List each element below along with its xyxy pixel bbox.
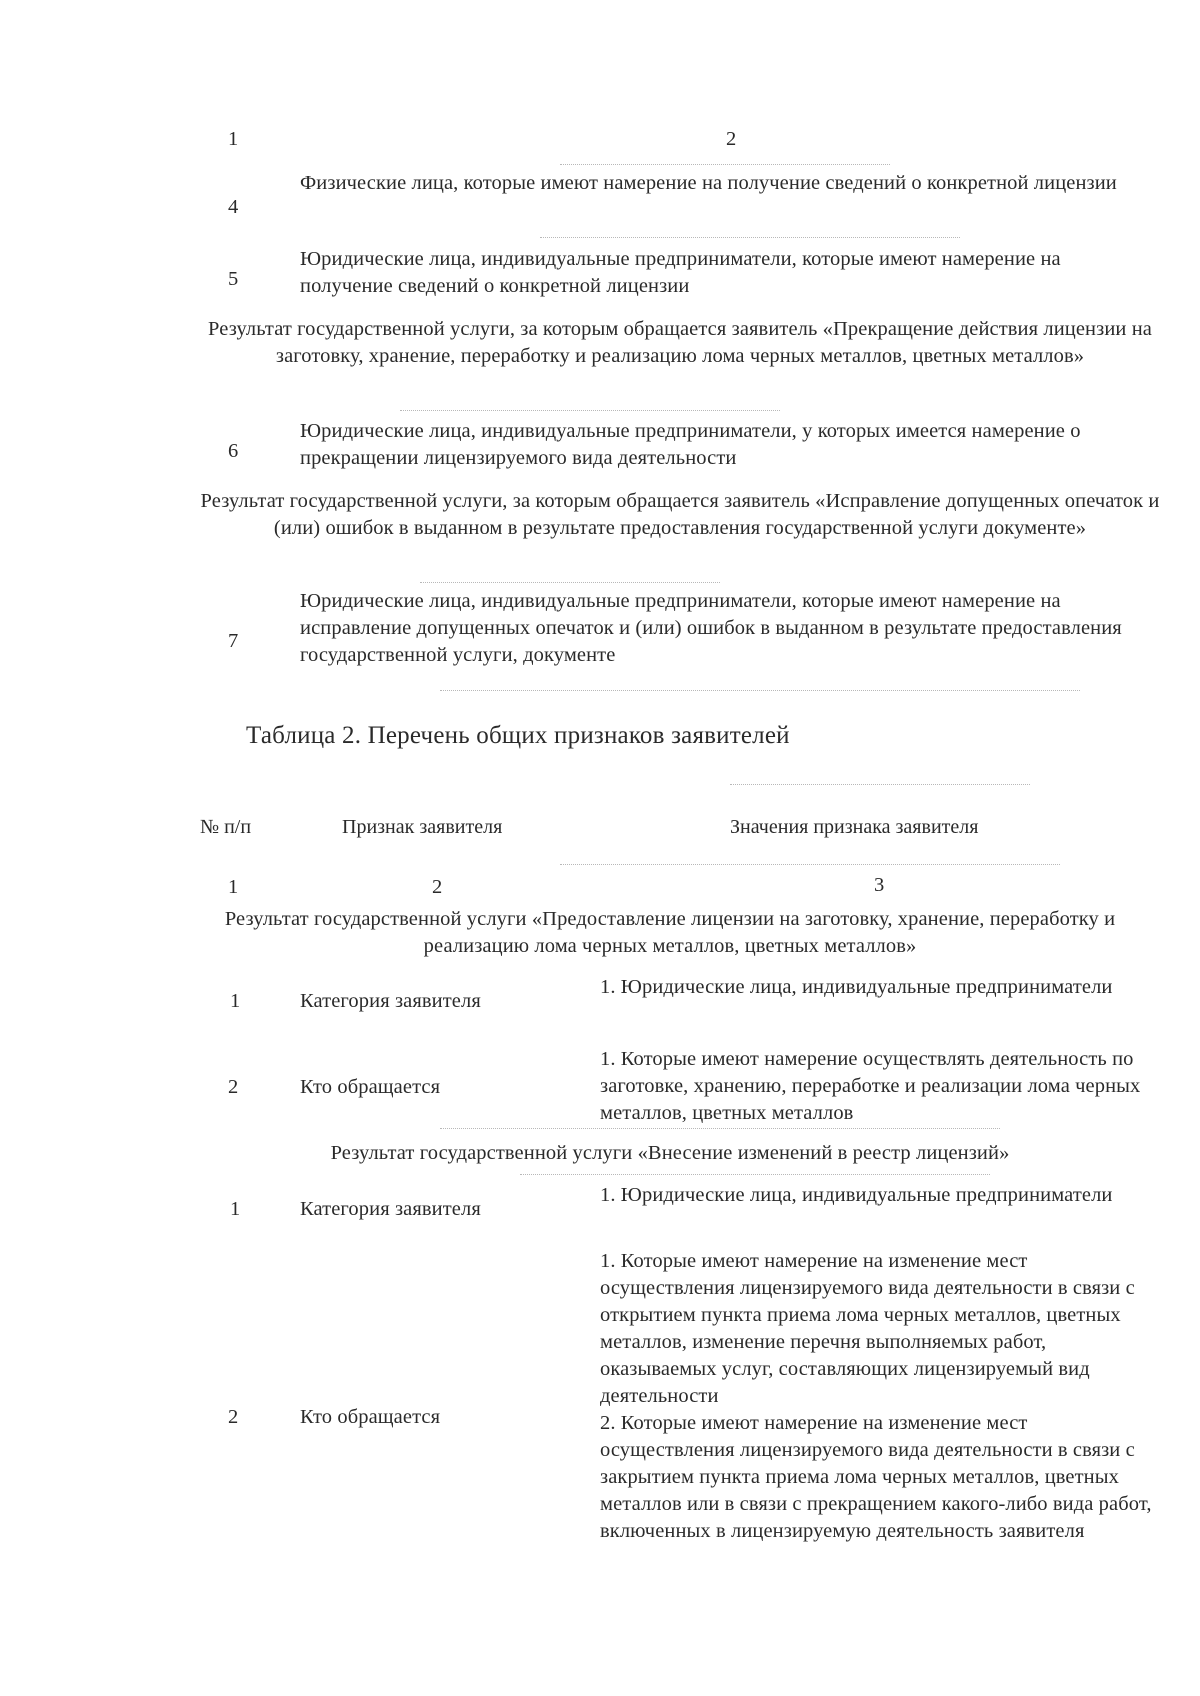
table2-row-value: 1. Юридические лица, индивидуальные предприниматели bbox=[600, 976, 1113, 998]
table2-row-number: 1 bbox=[230, 1198, 241, 1220]
row-number-5: 5 bbox=[228, 268, 239, 290]
row-text-4: Физические лица, которые имеют намерение на получение сведений о конкретной лицензии bbox=[300, 172, 1117, 194]
scan-artifact bbox=[560, 164, 890, 165]
section-heading-correction: Результат государственной услуги, за которым обращается заявитель «Исправление допущенных опечаток и (или) ошибок в выданном в результате предоставления государственной услуги документе» bbox=[200, 490, 1160, 539]
table2-row-number: 1 bbox=[230, 990, 241, 1012]
table2-section-heading-registry: Результат государственной услуги «Внесение изменений в реестр лицензий» bbox=[330, 1142, 1010, 1164]
col2-number-header: 2 bbox=[726, 128, 737, 150]
scan-artifact bbox=[420, 582, 720, 583]
table2-row-value-1: 1. Которые имеют намерение на изменение мест осуществления лицензируемого вида деятельности в связи с открытием пункта приема лома черных металлов, цветных металлов, изменение перечня выполняемых работ, оказываемых услуг, составляющих лицензируемый вид деятельности bbox=[600, 1250, 1135, 1407]
table2-row-number: 2 bbox=[228, 1406, 239, 1428]
table2-header-attribute: Признак заявителя bbox=[342, 816, 503, 838]
row-number-4: 4 bbox=[228, 196, 239, 218]
table2-row-value: 1. Которые имеют намерение осуществлять деятельность по заготовке, хранению, переработке и реализации лома черных металлов, цветных металлов bbox=[600, 1048, 1141, 1124]
row-number-7: 7 bbox=[228, 630, 239, 652]
scan-artifact bbox=[560, 864, 1060, 865]
table2-row-value: 1. Юридические лица, индивидуальные предприниматели bbox=[600, 1184, 1113, 1206]
table2-row-attribute: Категория заявителя bbox=[300, 990, 481, 1012]
scan-artifact bbox=[400, 410, 780, 411]
row-text-7: Юридические лица, индивидуальные предприниматели, которые имеют намерение на исправление допущенных опечаток и (или) ошибок в выданном в результате предоставления государственной услуги, документе bbox=[300, 590, 1122, 666]
scan-artifact bbox=[540, 237, 960, 238]
scan-artifact bbox=[440, 1128, 1000, 1129]
row-text-5: Юридические лица, индивидуальные предприниматели, которые имеют намерение на получение сведений о конкретной лицензии bbox=[300, 248, 1061, 297]
table2-row-number: 2 bbox=[228, 1076, 239, 1098]
table2-row-value-2: 2. Которые имеют намерение на изменение мест осуществления лицензируемого вида деятельности в связи с закрытием пункта приема лома черных металлов, цветных металлов или в связи с прекращением какого-либо вида работ, включенных в лицензируемую деятельность заявителя bbox=[600, 1412, 1152, 1542]
table2-title: Таблица 2. Перечень общих признаков заявителей bbox=[246, 722, 790, 749]
section-heading-termination: Результат государственной услуги, за которым обращается заявитель «Прекращение действия лицензии на заготовку, хранение, переработку и реализацию лома черных металлов, цветных металлов» bbox=[208, 318, 1152, 367]
table2-colnum-1: 1 bbox=[228, 876, 239, 898]
table2-section-heading-license: Результат государственной услуги «Предоставление лицензии на заготовку, хранение, переработку и реализацию лома черных металлов, цветных металлов» bbox=[224, 908, 1116, 957]
scan-artifact bbox=[520, 1174, 990, 1175]
table2-header-values: Значения признака заявителя bbox=[730, 816, 979, 838]
scan-artifact bbox=[440, 690, 1080, 691]
table2-header-number: № п/п bbox=[200, 816, 252, 838]
table2-row-attribute: Категория заявителя bbox=[300, 1198, 481, 1220]
table2-row-attribute: Кто обращается bbox=[300, 1076, 441, 1098]
row-text-6: Юридические лица, индивидуальные предприниматели, у которых имеется намерение о прекращении лицензируемого вида деятельности bbox=[300, 420, 1081, 469]
col1-number-header: 1 bbox=[228, 128, 239, 150]
table2-row-attribute: Кто обращается bbox=[300, 1406, 441, 1428]
table2-colnum-2: 2 bbox=[432, 876, 443, 898]
row-number-6: 6 bbox=[228, 440, 239, 462]
scan-artifact bbox=[730, 784, 1030, 785]
table2-colnum-3: 3 bbox=[874, 874, 885, 896]
